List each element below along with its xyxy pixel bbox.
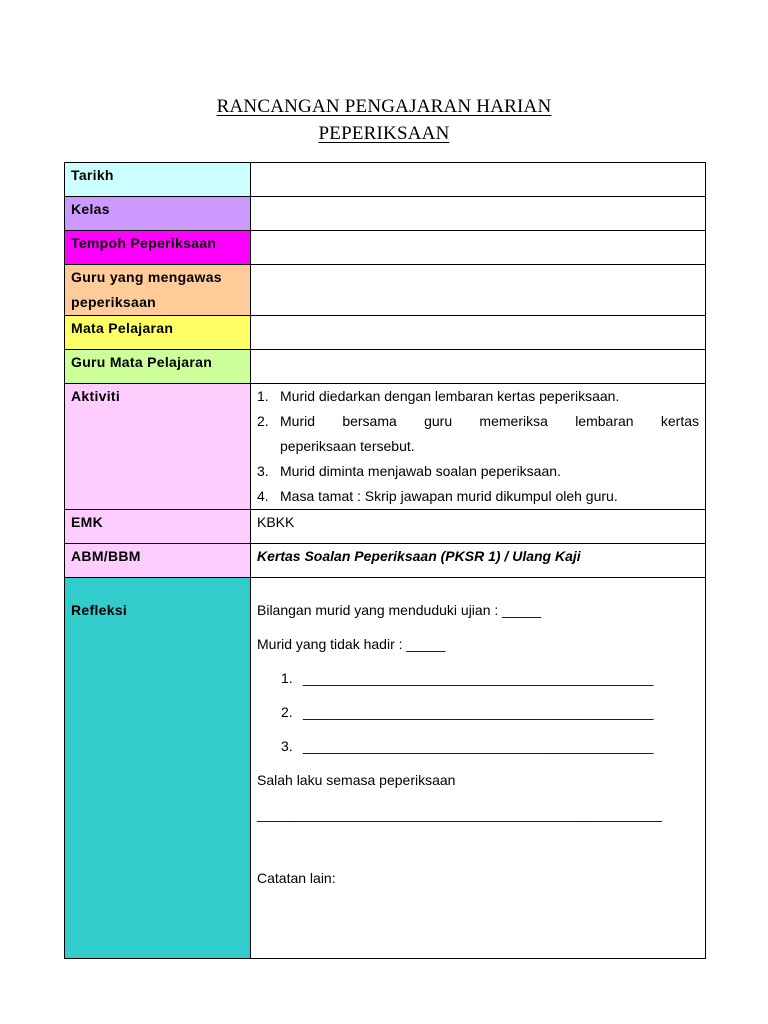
label-kelas: Kelas — [65, 197, 251, 231]
refleksi-blank-number: 3. — [281, 738, 293, 754]
label-refleksi: Refleksi — [65, 578, 251, 959]
row-guru-mengawas — [65, 265, 706, 316]
aktiviti-item-text: Murid diedarkan dengan lembaran kertas peperiksaan. — [280, 388, 620, 404]
refleksi-murid-tidak-hadir[interactable]: Murid yang tidak hadir : _____ — [257, 636, 446, 652]
refleksi-blank-line[interactable] — [257, 666, 699, 700]
label-guru-mengawas — [65, 265, 251, 316]
label-aktiviti: Aktiviti — [65, 384, 251, 510]
refleksi-spacer — [257, 836, 699, 866]
refleksi-blank-line[interactable] — [257, 734, 699, 768]
label-mata-pelajaran: Mata Pelajaran — [65, 316, 251, 350]
value-guru-mengawas[interactable] — [251, 265, 706, 316]
row-mata-pelajaran — [65, 316, 706, 350]
document-title: RANCANGAN PENGAJARAN HARIAN — [216, 96, 552, 117]
refleksi-blank-number: 1. — [281, 670, 293, 686]
value-kelas[interactable] — [251, 197, 706, 231]
value-tempoh-peperiksaan[interactable] — [251, 231, 706, 265]
aktiviti-item — [257, 409, 699, 459]
row-abm-bbm — [65, 544, 706, 578]
row-tarikh — [65, 163, 706, 197]
value-refleksi — [251, 578, 706, 959]
refleksi-blank-line[interactable] — [257, 700, 699, 734]
refleksi-blank-underline: _____________________________________________ — [303, 704, 654, 720]
refleksi-salah-laku-label: Salah laku semasa peperiksaan — [257, 772, 456, 788]
value-aktiviti — [251, 384, 706, 510]
value-abm-bbm: Kertas Soalan Peperiksaan (PKSR 1) / Ulang Kaji — [251, 544, 706, 578]
value-emk: KBKK — [251, 510, 706, 544]
aktiviti-item-number: 2. — [257, 413, 269, 429]
aktiviti-item — [257, 384, 699, 409]
label-abm-bbm: ABM/BBM — [65, 544, 251, 578]
aktiviti-item — [257, 484, 699, 509]
aktiviti-list — [257, 384, 699, 509]
row-emk — [65, 510, 706, 544]
lesson-plan-table — [64, 162, 706, 959]
row-tempoh-peperiksaan — [65, 231, 706, 265]
refleksi-catatan-lain[interactable]: Catatan lain: — [257, 870, 336, 886]
row-aktiviti — [65, 384, 706, 510]
aktiviti-item-number: 4. — [257, 488, 269, 504]
label-guru-mengawas-line1: Guru yang mengawas — [71, 269, 222, 285]
value-mata-pelajaran[interactable] — [251, 316, 706, 350]
document-subtitle: PEPERIKSAAN — [318, 123, 450, 144]
label-guru-mengawas-line2: peperiksaan — [71, 294, 157, 310]
label-guru-mata-pelajaran: Guru Mata Pelajaran — [65, 350, 251, 384]
label-emk: EMK — [65, 510, 251, 544]
row-kelas — [65, 197, 706, 231]
aktiviti-item — [257, 459, 699, 484]
aktiviti-item-number: 3. — [257, 463, 269, 479]
aktiviti-item-text: Murid bersama guru memeriksa lembaran kertas — [280, 413, 699, 429]
value-tarikh[interactable] — [251, 163, 706, 197]
label-tarikh: Tarikh — [65, 163, 251, 197]
refleksi-blank-number: 2. — [281, 704, 293, 720]
refleksi-bilangan-murid[interactable]: Bilangan murid yang menduduki ujian : _____ — [257, 602, 542, 618]
row-refleksi — [65, 578, 706, 959]
aktiviti-item-number: 1. — [257, 388, 269, 404]
refleksi-content — [257, 578, 699, 900]
row-guru-mata-pelajaran — [65, 350, 706, 384]
label-tempoh-peperiksaan: Tempoh Peperiksaan — [65, 231, 251, 265]
aktiviti-item-text-continued: peperiksaan tersebut. — [280, 438, 415, 454]
aktiviti-item-text: Murid diminta menjawab soalan peperiksaan. — [280, 463, 561, 479]
aktiviti-item-text-block — [280, 409, 699, 459]
value-guru-mata-pelajaran[interactable] — [251, 350, 706, 384]
refleksi-salah-laku-line[interactable]: ____________________________________________________ — [257, 806, 662, 822]
refleksi-blank-underline: _____________________________________________ — [303, 738, 654, 754]
aktiviti-item-text: Masa tamat : Skrip jawapan murid dikumpul oleh guru. — [280, 488, 618, 504]
refleksi-blank-underline: _____________________________________________ — [303, 670, 654, 686]
